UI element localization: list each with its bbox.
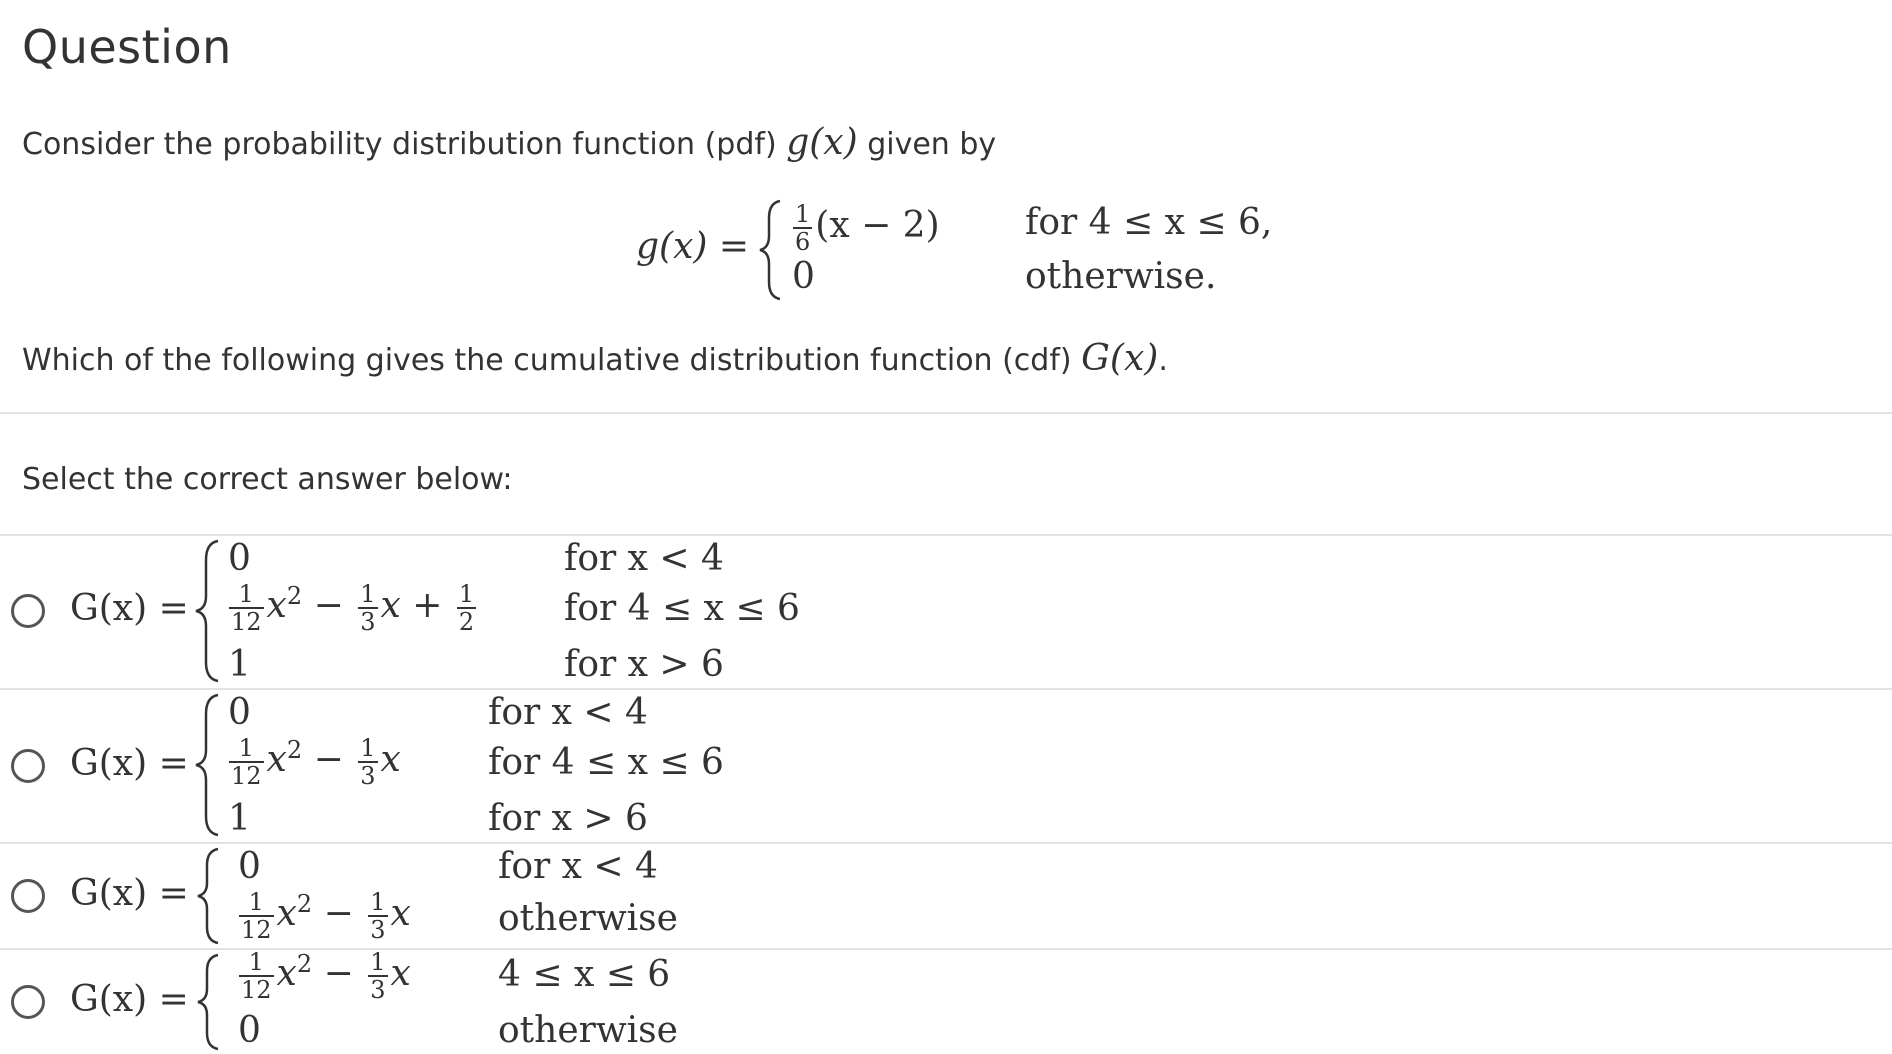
option-2-case-2-condition: for 4 ≤ x ≤ 6 bbox=[488, 742, 724, 783]
ask-text: Which of the following gives the cumulative distribution function (cdf) bbox=[22, 343, 1072, 378]
option-3-case-2-expr: $\frac{1}{12}$ $x^2$ − $\frac{1}{3}$ x bbox=[241, 888, 411, 944]
pdf-case1-fraction: $\frac{1}{6}$ bbox=[795, 200, 811, 256]
question-ask bbox=[22, 338, 1168, 379]
answer-prompt: Select the correct answer below: bbox=[22, 462, 513, 497]
question-intro bbox=[22, 122, 996, 163]
option-2-case-3-expr: 1 bbox=[228, 798, 251, 839]
option-4-case-1-expr: $\frac{1}{12}$ $x^2$ − $\frac{1}{3}$ x bbox=[241, 948, 411, 1004]
option-4-case-2-condition: otherwise bbox=[498, 1010, 678, 1051]
intro-text: Consider the probability distribution function (pdf) bbox=[22, 127, 777, 162]
option-1-case-2-expr: $\frac{1}{12}$ $x^2$ − $\frac{1}{3}$ x + $\frac{1}{2}$ bbox=[231, 580, 475, 636]
pdf-case1-condition: for 4 ≤ x ≤ 6, bbox=[1025, 202, 1273, 243]
pdf-lhs: g(x) = bbox=[636, 226, 750, 267]
pdf-brace bbox=[756, 198, 786, 302]
option-3-lhs: G(x) = bbox=[70, 873, 189, 914]
option-2-case-1-expr: 0 bbox=[228, 692, 251, 733]
option-2-case-2-expr: $\frac{1}{12}$ $x^2$ − $\frac{1}{3}$ x bbox=[231, 734, 401, 790]
answer-option-1[interactable] bbox=[0, 536, 1892, 688]
answer-option-3[interactable] bbox=[0, 844, 1892, 948]
pdf-case2-condition: otherwise. bbox=[1025, 256, 1217, 297]
radio-button-3[interactable] bbox=[11, 879, 45, 913]
answer-option-2[interactable] bbox=[0, 690, 1892, 842]
intro-function: g(x) bbox=[786, 122, 858, 163]
option-4-case-2-expr: 0 bbox=[238, 1010, 261, 1051]
ask-function: G(x) bbox=[1081, 338, 1159, 379]
radio-button-4[interactable] bbox=[11, 985, 45, 1019]
option-4-case-1-condition: 4 ≤ x ≤ 6 bbox=[498, 954, 671, 995]
option-2-lhs: G(x) = bbox=[70, 743, 189, 784]
option-1-case-3-condition: for x > 6 bbox=[564, 644, 724, 685]
option-4-brace bbox=[194, 952, 224, 1052]
option-1-case-3-expr: 1 bbox=[228, 644, 251, 685]
question-heading: Question bbox=[22, 20, 232, 74]
option-1-brace bbox=[192, 538, 224, 684]
pdf-case2-expr: 0 bbox=[792, 256, 815, 297]
option-3-case-1-condition: for x < 4 bbox=[498, 846, 658, 887]
ask-tail: . bbox=[1158, 343, 1168, 378]
option-3-case-2-condition: otherwise bbox=[498, 898, 678, 939]
pdf-case1-expr: $\frac{1}{6}$ (x − 2) bbox=[795, 200, 940, 256]
option-3-brace bbox=[194, 846, 224, 946]
intro-tail: given by bbox=[867, 127, 997, 162]
option-1-lhs: G(x) = bbox=[70, 588, 189, 629]
option-3-case-1-expr: 0 bbox=[238, 846, 261, 887]
option-2-case-3-condition: for x > 6 bbox=[488, 798, 648, 839]
answer-option-4[interactable] bbox=[0, 950, 1892, 1054]
option-4-lhs: G(x) = bbox=[70, 979, 189, 1020]
radio-button-2[interactable] bbox=[11, 749, 45, 783]
option-1-case-1-condition: for x < 4 bbox=[564, 538, 724, 579]
radio-button-1[interactable] bbox=[11, 594, 45, 628]
option-1-case-2-condition: for 4 ≤ x ≤ 6 bbox=[564, 588, 800, 629]
option-1-case-1-expr: 0 bbox=[228, 538, 251, 579]
option-2-case-1-condition: for x < 4 bbox=[488, 692, 648, 733]
option-2-brace bbox=[192, 692, 224, 838]
section-divider bbox=[0, 412, 1892, 414]
